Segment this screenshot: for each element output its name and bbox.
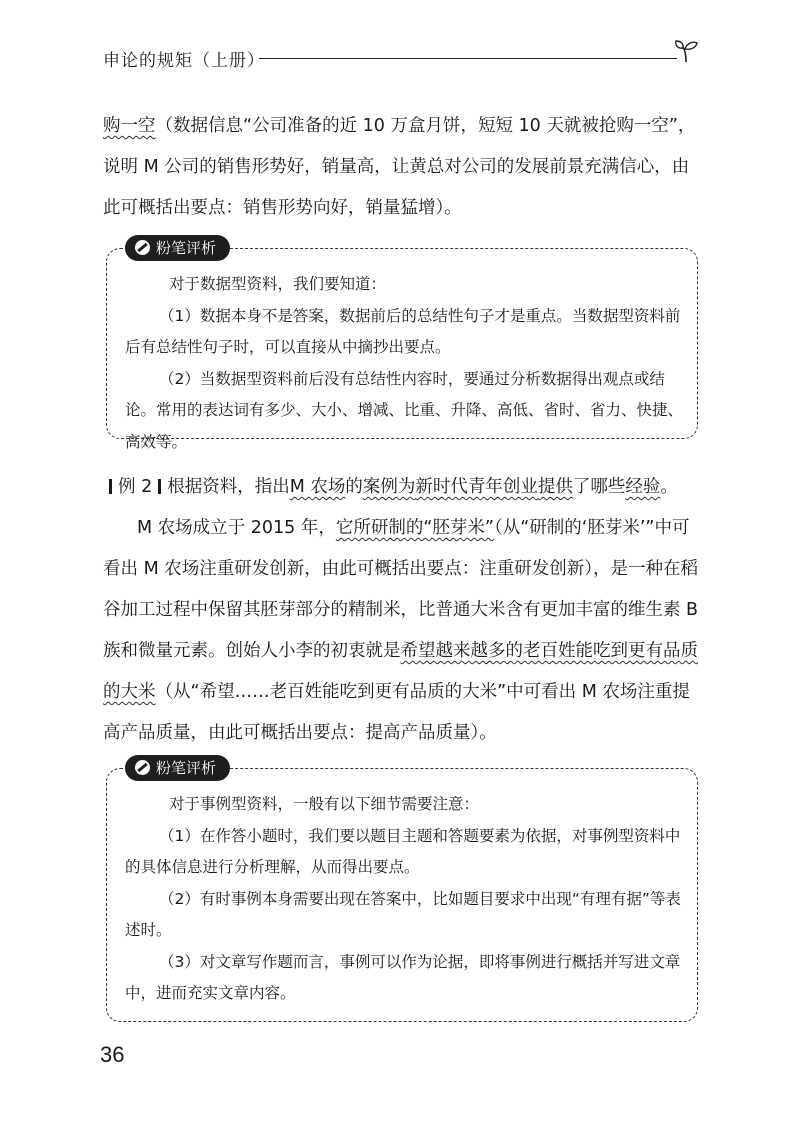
box2-point-2: （2）有时事例本身需要出现在答案中，比如题目要求中出现“有理有据”等表述时。 bbox=[125, 889, 681, 939]
analysis-tag-1 bbox=[125, 235, 230, 261]
question-subject: M 农场 bbox=[289, 477, 346, 497]
body-text: （从“希望……老百姓能吃到更有品质的大米”中可看出 M 农场注重提高产品质量，由此可概括出要点：提高产品质量）。 bbox=[103, 682, 690, 743]
question-text: 了哪些 bbox=[572, 477, 626, 497]
underlined-phrase: 它所研制的“胚芽米” bbox=[335, 518, 494, 538]
paragraph-text: （数据信息“公司准备的近 10 万盒月饼，短短 10 天就被抢购一空”，说明 M 公司的销售形势好，销量高，让黄总对公司的发展前景充满信心，由此可概括出要点：销售形势向好，销量猛增）。 bbox=[103, 116, 696, 218]
box2-point-3: （3）对文章写作题而言，事例可以作为论据，即将事例进行概括并写进文章中，进而充实文章内容。 bbox=[125, 952, 681, 1002]
question-provide: 提供 bbox=[537, 477, 573, 497]
question-text: 。 bbox=[660, 477, 678, 497]
box1-body bbox=[125, 269, 683, 458]
box2-intro: 对于事例型资料，一般有以下细节需要注意： bbox=[169, 795, 480, 813]
example-label: 例 2 bbox=[118, 477, 153, 497]
body-text: M 农场成立于 2015 年， bbox=[137, 518, 336, 538]
box2-point-1: （1）在作答小题时，我们要以题目主题和答题要素为依据，对事例型资料中的具体信息进行分析理解，从而得出要点。 bbox=[125, 826, 681, 876]
analysis-box-2 bbox=[106, 759, 698, 1022]
sprout-icon bbox=[673, 38, 699, 64]
box1-point-2: （2）当数据型资料前后没有总结性内容时，要通过分析数据得出观点或结论。常用的表达词有多少、大小、增减、比重、升降、高低、省时、省力、快捷、高效等。 bbox=[125, 369, 684, 451]
analysis-box-1 bbox=[106, 239, 698, 451]
example-bar-right bbox=[158, 479, 161, 494]
pencil-icon bbox=[135, 240, 150, 255]
question-case: 案例 bbox=[362, 477, 398, 497]
tag-label: 粉笔评析 bbox=[156, 759, 217, 777]
body-text: （从“研制的‘胚芽米’”中可看出 M 农场注重研发创新，由此可概括出要点：注重研发创新），是一种在稻谷加工过程中保留其胚芽部分的精制米，比普通大米含有更加丰富的维生素 B 族和微量元素。创始人小李的初衷就是 bbox=[103, 518, 699, 661]
analysis-tag-2 bbox=[125, 755, 230, 781]
header-rule bbox=[259, 58, 677, 59]
example-2-question bbox=[103, 467, 699, 508]
pencil-icon bbox=[135, 760, 150, 775]
box2-body bbox=[125, 789, 683, 1010]
page-number: 36 bbox=[100, 1042, 125, 1067]
question-topic: 新时代青年创业 bbox=[415, 477, 538, 497]
box1-point-1: （1）数据本身不是答案，数据前后的总结性句子才是重点。当数据型资料前后有总结性句子时，可以直接从中摘抄出要点。 bbox=[125, 306, 681, 356]
tag-label: 粉笔评析 bbox=[156, 239, 217, 257]
underlined-phrase: 购一空 bbox=[103, 116, 156, 136]
box1-intro: 对于数据型资料，我们要知道： bbox=[169, 275, 387, 293]
example-2-body bbox=[103, 508, 699, 754]
top-paragraph bbox=[103, 106, 699, 229]
question-text: 的 bbox=[345, 477, 363, 497]
book-title: 申论的规矩（上册） bbox=[103, 51, 265, 71]
underlined-phrase: 希望越来越多的老百姓能吃到更有品质的大米 bbox=[103, 641, 698, 702]
question-text: 为 bbox=[397, 477, 416, 497]
question-text: 根据资料，指出 bbox=[167, 477, 290, 497]
question-experience: 经验 bbox=[625, 477, 661, 497]
running-header bbox=[103, 44, 693, 70]
example-bar-left bbox=[109, 479, 112, 494]
